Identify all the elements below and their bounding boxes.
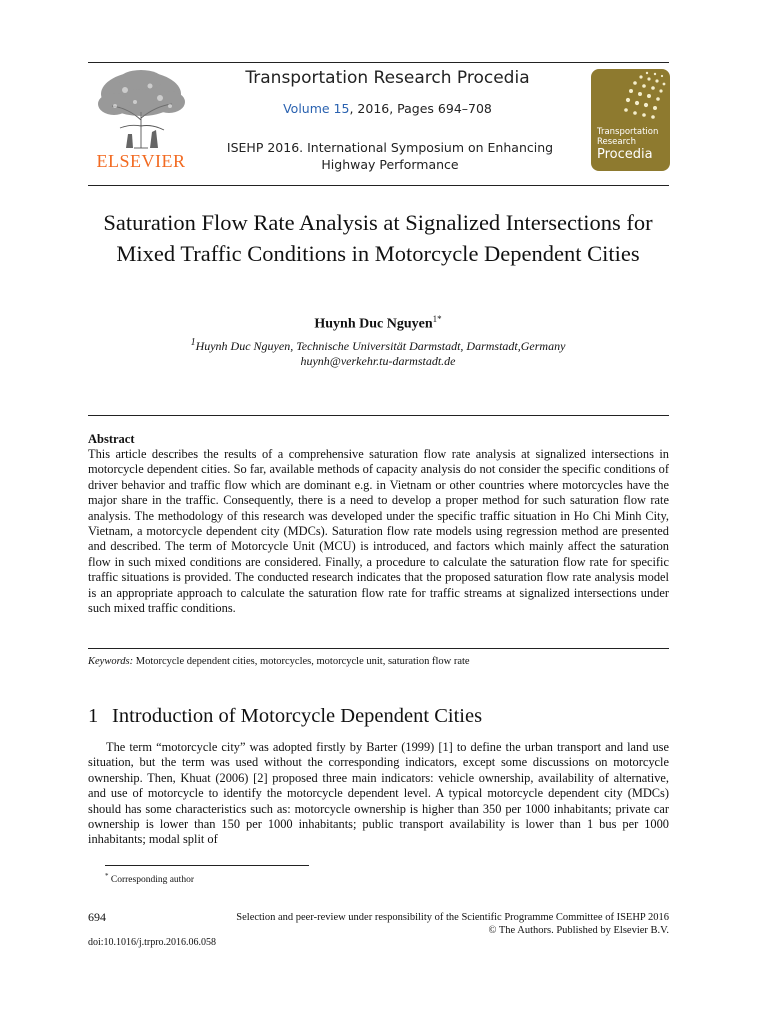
- keywords-text: Motorcycle dependent cities, motorcycles, motorcycle unit, saturation flow rate: [135, 656, 470, 667]
- publisher-wordmark: ELSEVIER: [96, 151, 186, 171]
- header-bottom-rule: [88, 185, 669, 186]
- keywords-line: [88, 655, 669, 668]
- dot-pattern-icon: [591, 69, 670, 129]
- conference-name: ISEHP 2016. International Symposium on Enhancing Highway Performance: [226, 140, 554, 172]
- abstract-text: This article describes the results of a comprehensive saturation flow rate analysis at signalized intersections in motorcycle dependent cities. So far, available methods of capacity analysis do not consider the specific conditions of driver behavior and traffic flow which are dominant e.g. in Vietnam or other countries where motorcycles have the major share in the traffic. Consequently, there is a need to develop a proper method for such saturation flow rate analysis. The methodology of this research was developed under the specific traffic situation in Ho Chi Minh City, Vietnam, a motorcycle dependent city (MDCs). Saturation flow rate models using regression method are presented and described. The term of Motorcycle Unit (MCU) is introduced, and factors which mainly affect the saturation flow in such mixed conditions are considered. Finally, a procedure to calculate the saturation flow rate for specific traffic situations is provided. The conducted research indicates that the proposed saturation flow rate analysis model is an appropriate approach to calculate the saturation flow rate for traffic streams at signalized intersections under such mixed traffic conditions.: [88, 447, 669, 616]
- affiliation-text: Huynh Duc Nguyen, Technische Universität Darmstadt, Darmstadt,Germany: [195, 339, 566, 353]
- abstract-heading: Abstract: [88, 432, 135, 446]
- journal-logo-line2: Research: [597, 137, 636, 147]
- journal-logo[interactable]: [591, 69, 670, 171]
- copyright-line: © The Authors. Published by Elsevier B.V.: [488, 925, 669, 936]
- author-superscript: 1*: [432, 314, 442, 324]
- author-line: [100, 314, 656, 333]
- selection-line: Selection and peer-review under responsibility of the Scientific Programme Committee of ISEHP 2016: [236, 912, 669, 923]
- journal-logo-line1: Transportation: [597, 127, 659, 137]
- keywords-label: Keywords:: [88, 656, 134, 667]
- elsevier-logo[interactable]: [90, 68, 192, 172]
- section-number: 1: [88, 705, 99, 727]
- abstract-bottom-rule: [88, 648, 669, 649]
- footnote: [105, 872, 194, 885]
- abstract-top-rule: [88, 415, 669, 416]
- volume-link[interactable]: Volume 15: [283, 101, 350, 116]
- footer-notice: [128, 911, 669, 937]
- section-title: Introduction of Motorcycle Dependent Cities: [112, 705, 483, 727]
- author-name[interactable]: Huynh Duc Nguyen: [314, 316, 433, 332]
- doi-link[interactable]: doi:10.1016/j.trpro.2016.06.058: [88, 937, 217, 948]
- journal-title[interactable]: Transportation Research Procedia: [245, 68, 530, 88]
- paper-title: Saturation Flow Rate Analysis at Signalized Intersections for Mixed Traffic Conditions in Motorcycle Dependent Cities: [103, 210, 653, 266]
- volume-line: [205, 101, 570, 116]
- elsevier-tree-icon: [90, 68, 192, 152]
- affiliation-block: [100, 335, 656, 369]
- footnote-text: Corresponding author: [110, 875, 194, 886]
- journal-logo-text: [597, 127, 658, 163]
- header-top-rule: [88, 62, 669, 63]
- section-heading: [88, 705, 482, 728]
- author-email[interactable]: huynh@verkehr.tu-darmstadt.de: [300, 354, 456, 368]
- footnote-mark: *: [105, 872, 109, 880]
- intro-body: [88, 740, 669, 848]
- intro-paragraph: The term “motorcycle city” was adopted firstly by Barter (1999) [1] to define the urban transport and land use situation, but the term was used without the corresponding indicators, except some discussions on motorcycle ownership. Then, Khuat (2006) [2] proposed three main indicators: vehicle ownership, availability of alternative, and use of motorcycle to identify the motorcycle dependent level. A typical motorcycle dependent city (MDCs) should has some characteristics such as: motorcycle ownership is higher than 350 per 1000 inhabitants; private car ownership is lower than 150 per 1000 inhabitants; public transport availability is lower than 1 bus per 1000 inhabitants; modal split of: [88, 740, 669, 847]
- journal-logo-line3: Procedia: [597, 147, 653, 162]
- affiliation-line: [100, 335, 656, 354]
- page-number: 694: [88, 910, 106, 924]
- affiliation-superscript: 1: [190, 337, 196, 348]
- volume-pages: , 2016, Pages 694–708: [349, 101, 492, 116]
- footnote-rule: [105, 865, 309, 866]
